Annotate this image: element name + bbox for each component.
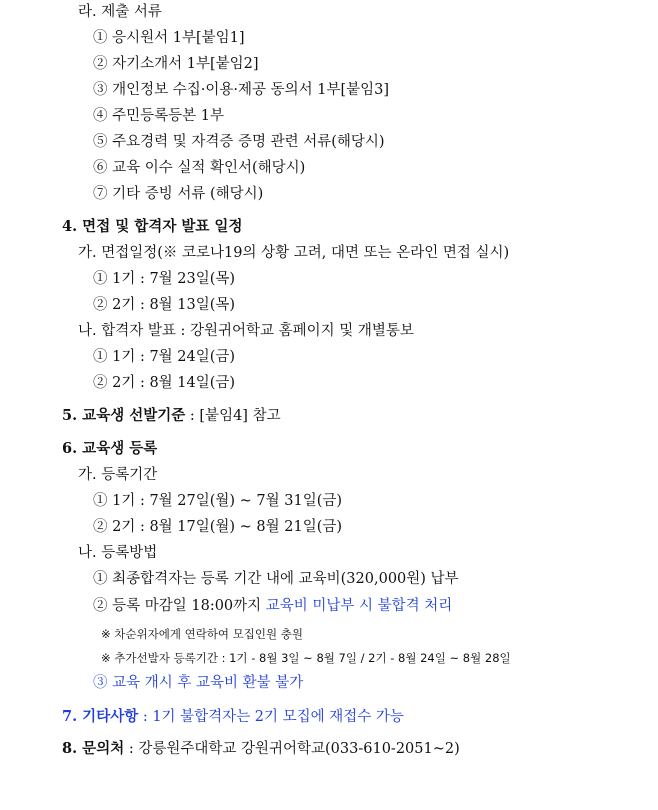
text-line: ⑦ 기타 증빙 서류 (해당시) bbox=[93, 186, 264, 202]
text-span: 8. 문의처 bbox=[62, 740, 125, 757]
text-line bbox=[62, 707, 404, 727]
text-line: ⑥ 교육 이수 실적 확인서(해당시) bbox=[93, 160, 306, 176]
text-line: ② 2기 : 8월 13일(목) bbox=[93, 297, 236, 313]
text-line: 나. 등록방법 bbox=[78, 545, 158, 561]
text-line: ② 자기소개서 1부[붙임2] bbox=[93, 56, 259, 72]
text-line bbox=[62, 406, 281, 426]
text-span: : 1기 불합격자는 2기 모집에 재접수 가능 bbox=[138, 709, 404, 725]
text-line: 나. 합격자 발표 : 강원귀어학교 홈페이지 및 개별통보 bbox=[78, 323, 414, 339]
text-line: ③ 교육 개시 후 교육비 환불 불가 bbox=[93, 675, 304, 691]
text-line bbox=[62, 739, 460, 759]
text-line: ※ 차순위자에게 연락하여 모집인원 충원 bbox=[101, 627, 303, 641]
text-line: ② 2기 : 8월 17일(월) ~ 8월 21일(금) bbox=[93, 519, 343, 535]
text-span: : 강릉원주대학교 강원귀어학교(033-610-2051~2) bbox=[124, 741, 460, 757]
text-span: ② 등록 마감일 18:00까지 bbox=[93, 598, 266, 614]
text-line: 가. 면접일정(※ 코로나19의 상황 고려, 대면 또는 온라인 면접 실시) bbox=[78, 245, 510, 261]
text-line: ※ 추가선발자 등록기간 : 1기 - 8월 3일 ~ 8월 7일 / 2기 - 8월 24일 ~ 8월 28일 bbox=[101, 651, 511, 665]
text-span: 교육비 미납부 시 불합격 처리 bbox=[265, 598, 453, 614]
text-line: ① 1기 : 7월 24일(금) bbox=[93, 349, 236, 365]
text-line: 6. 교육생 등록 bbox=[62, 440, 158, 457]
text-line: ⑤ 주요경력 및 자격증 증명 관련 서류(해당시) bbox=[93, 134, 385, 150]
text-line: ① 1기 : 7월 23일(목) bbox=[93, 271, 236, 287]
text-line: ① 최종합격자는 등록 기간 내에 교육비(320,000원) 납부 bbox=[93, 571, 459, 587]
text-line bbox=[93, 596, 452, 616]
text-line: 가. 등록기간 bbox=[78, 467, 158, 483]
text-line: ④ 주민등록등본 1부 bbox=[93, 108, 224, 124]
text-line: ① 응시원서 1부[붙임1] bbox=[93, 30, 245, 46]
text-line: 라. 제출 서류 bbox=[78, 4, 162, 20]
text-line: 4. 면접 및 합격자 발표 일정 bbox=[62, 218, 243, 235]
text-line: ③ 개인정보 수집·이용·제공 동의서 1부[붙임3] bbox=[93, 82, 390, 98]
text-line: ② 2기 : 8월 14일(금) bbox=[93, 375, 236, 391]
text-span: 7. 기타사항 bbox=[62, 708, 139, 725]
text-span: : [붙임4] 참고 bbox=[185, 408, 281, 424]
text-line: ① 1기 : 7월 27일(월) ~ 7월 31일(금) bbox=[93, 493, 343, 509]
text-span: 5. 교육생 선발기준 bbox=[62, 407, 186, 424]
